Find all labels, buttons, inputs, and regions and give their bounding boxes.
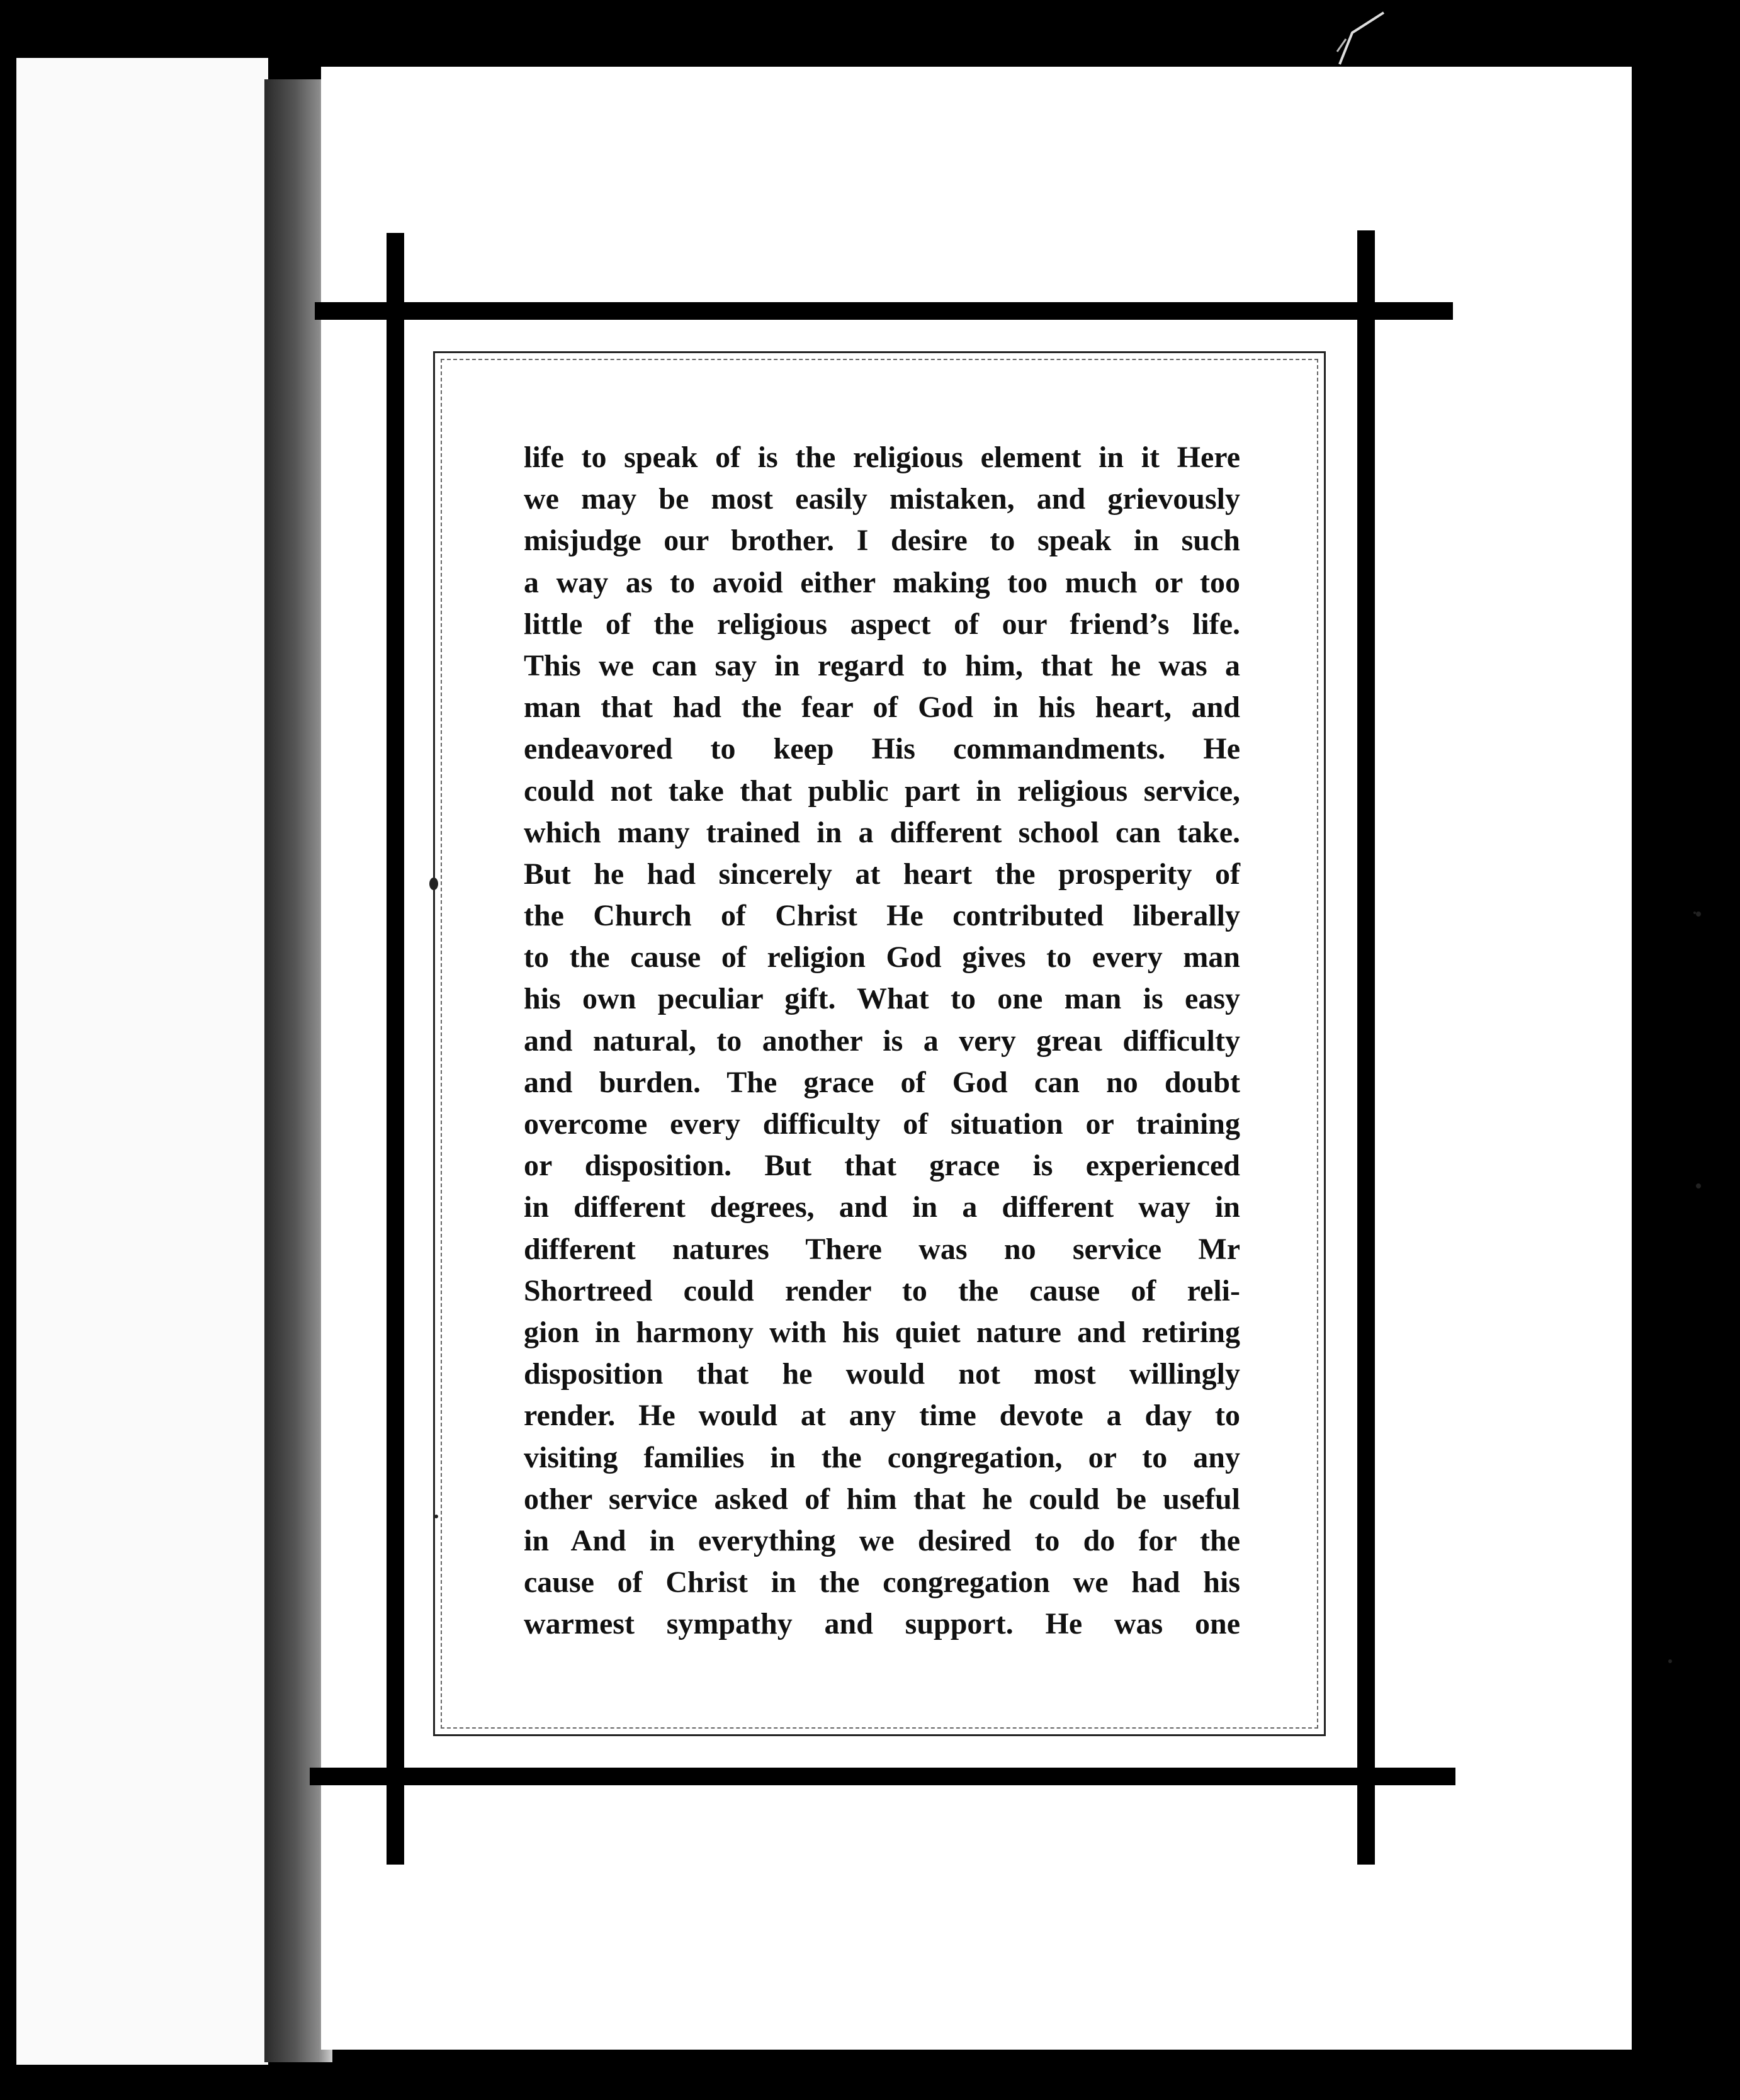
text-line: to the cause of religion God gives to every man <box>524 940 1240 974</box>
text-line: But he had sincerely at heart the prosperity of <box>524 857 1240 891</box>
body-text <box>524 437 1240 1645</box>
text-line: in different degrees, and in a different way in <box>524 1190 1240 1224</box>
text-line: the Church of Christ He contributed liberally <box>524 899 1240 933</box>
scan-speck <box>1696 1183 1701 1188</box>
facing-page <box>16 58 268 2065</box>
text-line: other service asked of him that he could be useful <box>524 1482 1240 1516</box>
frame-rule-left <box>387 233 404 1865</box>
text-line: misjudge our brother. I desire to speak in such <box>524 524 1240 558</box>
text-line: his own peculiar gift. What to one man is easy <box>524 982 1240 1016</box>
text-line: different natures There was no service Mr <box>524 1232 1240 1266</box>
text-line: Shortreed could render to the cause of reli- <box>524 1273 1240 1307</box>
text-line: This we can say in regard to him, that he was a <box>524 648 1240 682</box>
text-line: life to speak of is the religious element in it Here <box>524 441 1240 474</box>
scan-speck <box>429 878 438 890</box>
frame-rule-top <box>315 302 1453 320</box>
text-line: in And in everything we desired to do for the <box>524 1523 1240 1557</box>
text-line: or disposition. But that grace is experienced <box>524 1149 1240 1183</box>
text-line: which many trained in a different school can take. <box>524 815 1240 849</box>
text-line: cause of Christ in the congregation we had his <box>524 1566 1240 1600</box>
text-line: could not take that public part in religious service, <box>524 774 1240 808</box>
text-line: warmest sympathy and support. He was one <box>524 1607 1240 1641</box>
frame-rule-bottom <box>310 1768 1455 1785</box>
text-line: man that had the fear of God in his heart, and <box>524 691 1240 725</box>
text-line: render. He would at any time devote a day to <box>524 1399 1240 1433</box>
text-line: endeavored to keep His commandments. He <box>524 732 1240 766</box>
text-line: little of the religious aspect of our friend’s life. <box>524 607 1240 641</box>
scan-speck <box>1696 912 1701 917</box>
scan-corner-mark <box>1333 8 1390 71</box>
scan-speck <box>434 1515 438 1518</box>
text-line: overcome every difficulty of situation or training <box>524 1107 1240 1141</box>
text-line: and burden. The grace of God can no doubt <box>524 1065 1240 1099</box>
scan-speck <box>1693 912 1696 914</box>
text-line: a way as to avoid either making too much or too <box>524 565 1240 599</box>
text-line: gion in harmony with his quiet nature and retiring <box>524 1315 1240 1349</box>
text-line: visiting families in the congregation, or to any <box>524 1440 1240 1474</box>
text-line: and natural, to another is a very greaι difficulty <box>524 1024 1240 1058</box>
text-line: disposition that he would not most willingly <box>524 1357 1240 1391</box>
scan-speck <box>1668 1659 1672 1663</box>
frame-rule-right <box>1357 230 1375 1865</box>
text-line: we may be most easily mistaken, and grievously <box>524 482 1240 516</box>
